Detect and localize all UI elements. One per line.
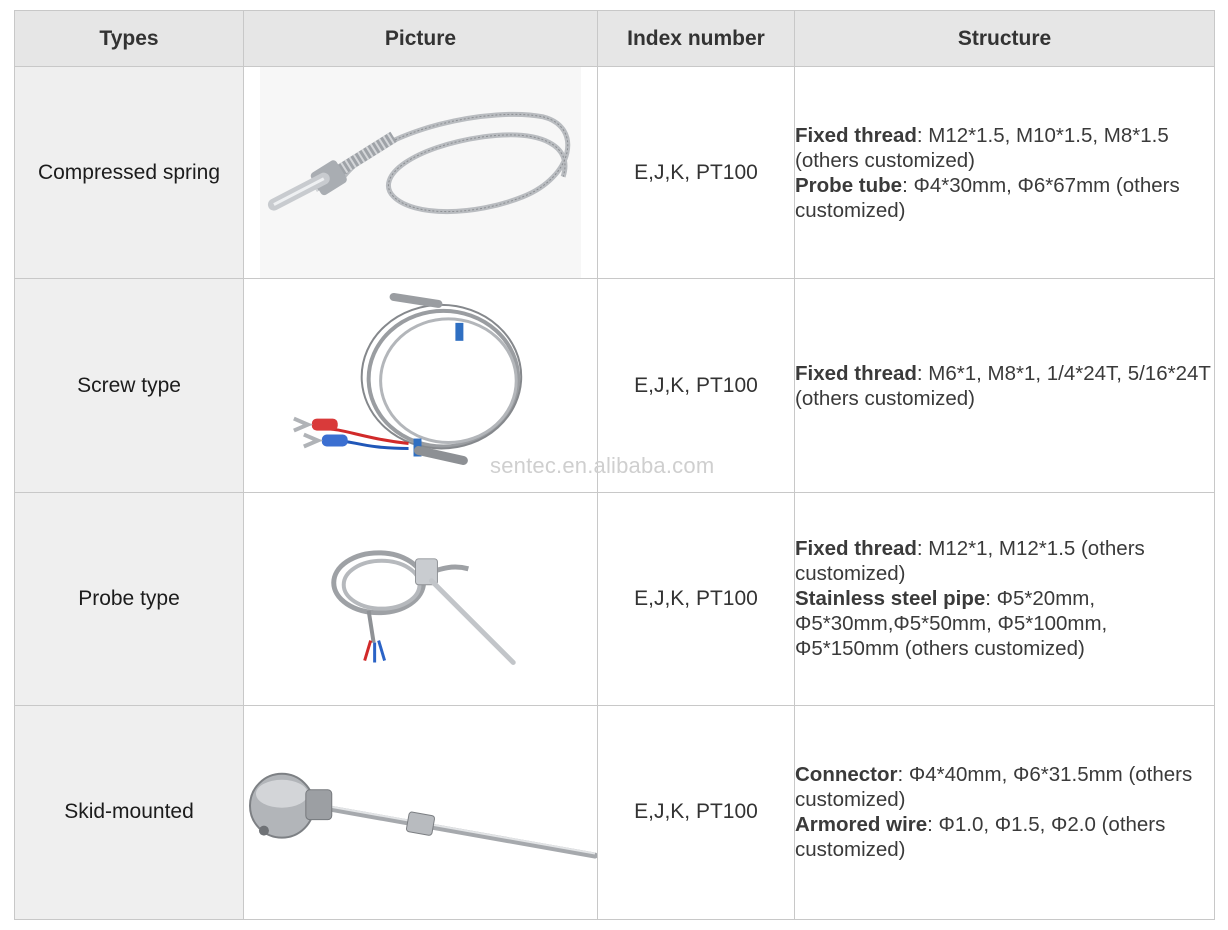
structure-cell: [795, 67, 1215, 279]
header-row: [15, 11, 1215, 67]
structure-cell: [795, 492, 1215, 705]
header-structure: Structure: [795, 11, 1215, 67]
structure-text: : M12*1.5, M10*1.5, M8*1.5 (others customized): [795, 123, 1169, 172]
structure-label: Connector: [795, 763, 898, 787]
structure-cell: [795, 706, 1215, 919]
structure-line: [795, 123, 1214, 173]
probe-type-image: [244, 493, 597, 705]
structure-line: [795, 762, 1214, 812]
structure-line: [795, 812, 1214, 862]
header-types: Types: [15, 11, 244, 67]
screw-type-image: [244, 279, 597, 491]
spec-table: [14, 10, 1215, 920]
type-cell: Compressed spring: [15, 67, 244, 279]
index-cell: E,J,K, PT100: [598, 706, 795, 919]
structure-label: Fixed thread: [795, 361, 917, 385]
structure-line: [795, 173, 1214, 223]
structure-line: [795, 536, 1214, 586]
type-cell: Probe type: [15, 492, 244, 705]
table-row: [15, 279, 1215, 492]
structure-cell: [795, 279, 1215, 492]
type-cell: Skid-mounted: [15, 706, 244, 919]
skid-mounted-thermocouple-photo: [244, 706, 598, 919]
table-row: [15, 706, 1215, 919]
structure-text: : Φ4*40mm, Φ6*31.5mm (others customized): [795, 763, 1193, 812]
table-row: [15, 492, 1215, 705]
structure-label: Probe tube: [795, 173, 903, 197]
screw-thermocouple-photo: [244, 279, 598, 492]
structure-label: Stainless steel pipe: [795, 587, 986, 611]
index-cell: E,J,K, PT100: [598, 67, 795, 279]
type-cell: Screw type: [15, 279, 244, 492]
structure-text: : M6*1, M8*1, 1/4*24T, 5/16*24T (others customized): [795, 361, 1211, 410]
watermark: sentec.en.alibaba.com: [490, 453, 715, 478]
structure-text: : M12*1, M12*1.5 (others customized): [795, 537, 1145, 586]
probe-thermocouple-photo: [244, 492, 598, 705]
structure-text: : Φ1.0, Φ1.5, Φ2.0 (others customized): [795, 813, 1166, 862]
structure-line: [795, 361, 1214, 411]
header-picture: Picture: [244, 11, 598, 67]
structure-text: : Φ5*20mm, Φ5*30mm,Φ5*50mm, Φ5*100mm, Φ5*150mm (others customized): [795, 587, 1108, 661]
index-cell: E,J,K, PT100: [598, 279, 795, 492]
structure-label: Fixed thread: [795, 537, 917, 561]
index-cell: E,J,K, PT100: [598, 492, 795, 705]
structure-label: Fixed thread: [795, 123, 917, 147]
compressed-spring-image: [244, 67, 597, 278]
table-row: [15, 67, 1215, 279]
structure-text: : Φ4*30mm, Φ6*67mm (others customized): [795, 173, 1180, 222]
structure-line: [795, 586, 1214, 661]
skid-mounted-image: [244, 706, 597, 918]
compressed-spring-thermocouple-photo: [244, 67, 598, 279]
header-index-number: Index number: [598, 11, 795, 67]
structure-label: Armored wire: [795, 813, 928, 837]
